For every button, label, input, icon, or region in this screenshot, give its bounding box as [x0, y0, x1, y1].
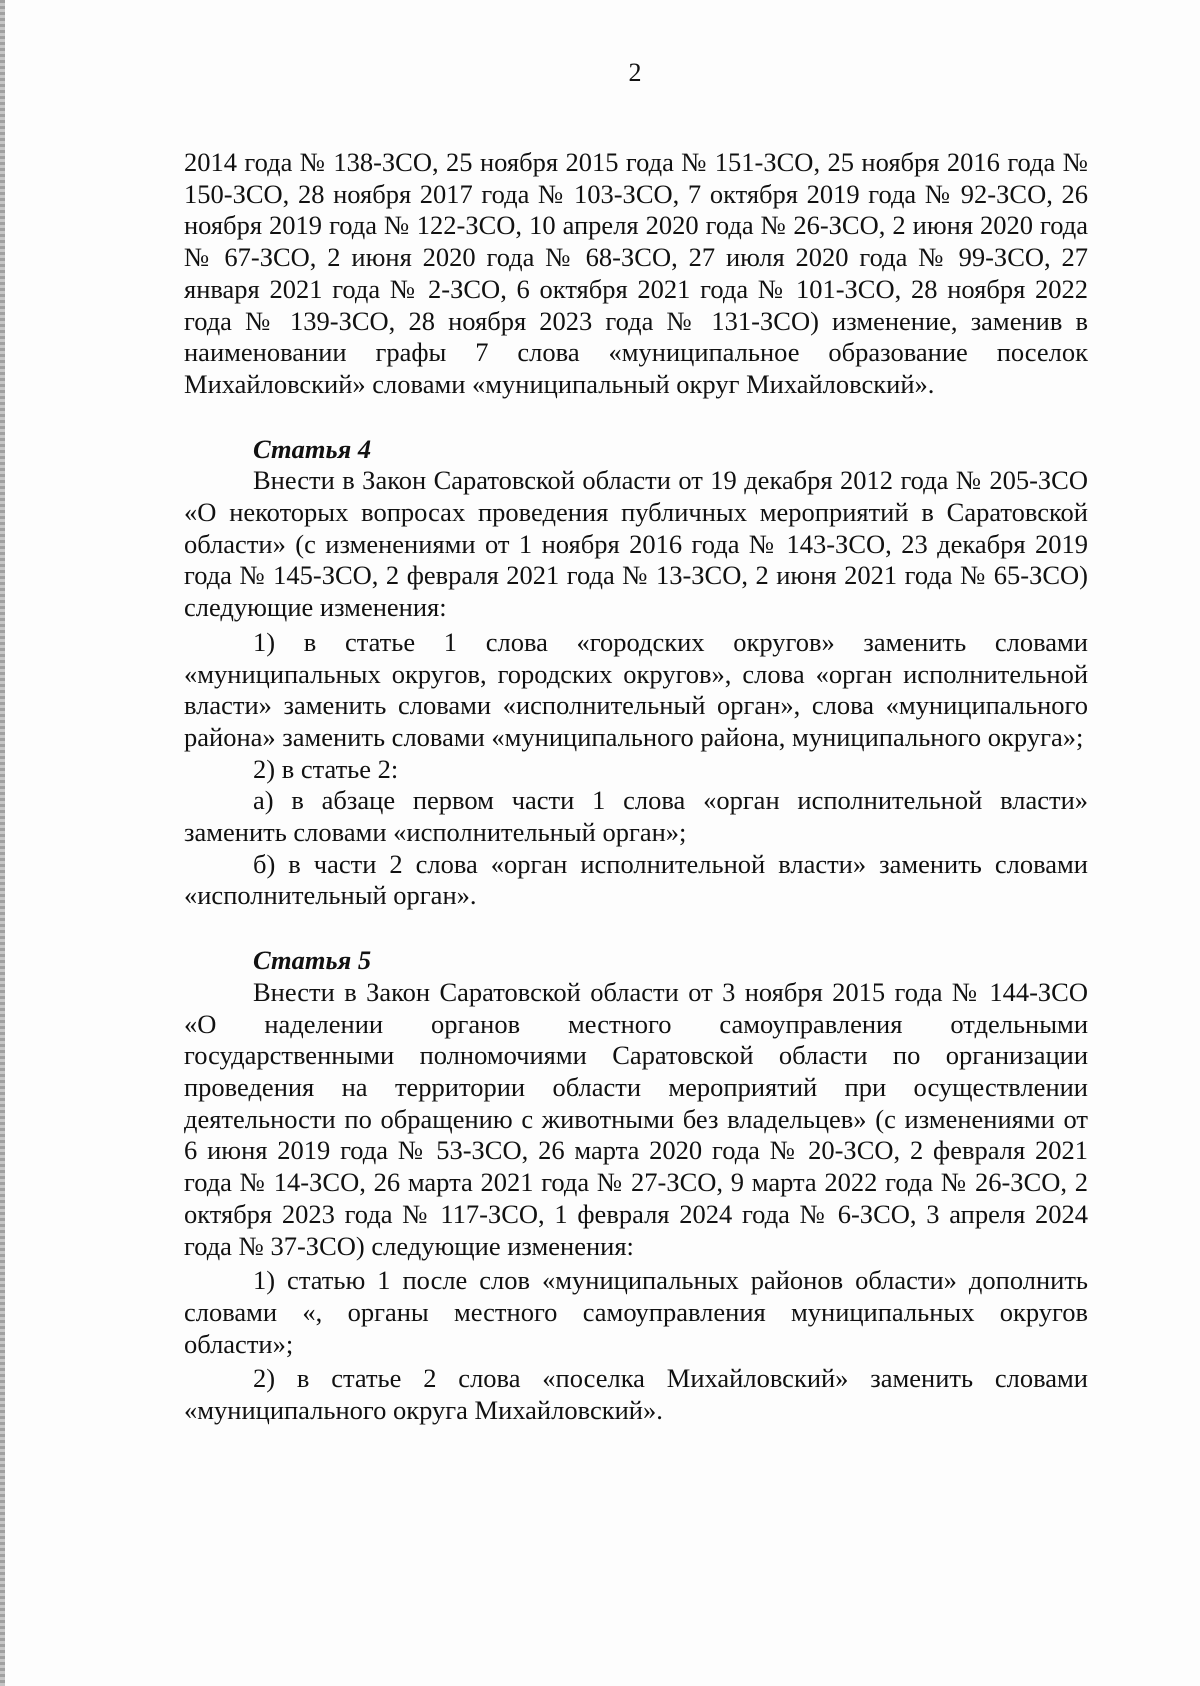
scan-edge	[0, 0, 5, 1686]
article-4-item-2b: б) в части 2 слова «орган исполнительной власти» заменить словами «исполнительный орган».	[184, 848, 1088, 911]
page-number: 2	[628, 58, 642, 87]
article-5-item-2: 2) в статье 2 слова «поселка Михайловский» заменить словами «муниципального округа Михайловский».	[184, 1363, 1088, 1426]
intro-paragraph: 2014 года № 138-ЗСО, 25 ноября 2015 года № 151-ЗСО, 25 ноября 2016 года № 150-ЗСО, 28 ноября 2017 года № 103-ЗСО, 7 октября 2019 года № 92-ЗСО, 26 ноября 2019 года № 122-ЗСО, 10 апреля 2020 года № 26-ЗСО, 2 июня 2020 года № 67-ЗСО, 2 июня 2020 года № 68-ЗСО, 27 июля 2020 года № 99-ЗСО, 27 января 2021 года № 2-ЗСО, 6 октября 2021 года № 101-ЗСО, 28 ноября 2022 года № 139-ЗСО, 28 ноября 2023 года № 131-ЗСО) изменение, заменив в наименовании графы 7 слова «муниципальное образование поселок Михайловский» словами «муниципальный округ Михайловский».	[184, 147, 1088, 399]
article-4-item-1: 1) в статье 1 слова «городских округов» заменить словами «муниципальных округов, городских округов», слова «орган исполнительной власти» заменить словами «исполнительный орган», слова «муниципального района» заменить словами «муниципального района, муниципального округа»;	[184, 626, 1088, 752]
document-body	[184, 147, 1088, 1427]
article-5-intro: Внести в Закон Саратовской области от 3 ноября 2015 года № 144-ЗСО «О наделении органов местного самоуправления отдельными государственными полномочиями Саратовской области по организации проведения на территории области мероприятий при осуществлении деятельности по обращению с животными без владельцев» (с изменениями от 6 июня 2019 года № 53-ЗСО, 26 марта 2020 года № 20-ЗСО, 2 февраля 2021 года № 14-ЗСО, 26 марта 2021 года № 27-ЗСО, 9 марта 2022 года № 26-ЗСО, 2 октября 2023 года № 117-ЗСО, 1 февраля 2024 года № 6-ЗСО, 3 апреля 2024 года № 37-ЗСО) следующие изменения:	[184, 976, 1088, 1261]
article-5-item-1: 1) статью 1 после слов «муниципальных районов области» дополнить словами «, органы местного самоуправления муниципальных округов области»;	[184, 1265, 1088, 1359]
article-4-heading: Статья 4	[253, 433, 372, 464]
article-4-item-2: 2) в статье 2:	[253, 753, 399, 784]
article-4-item-2a: а) в абзаце первом части 1 слова «орган исполнительной власти» заменить словами «исполнительный орган»;	[184, 785, 1088, 848]
article-4-intro: Внести в Закон Саратовской области от 19 декабря 2012 года № 205-ЗСО «О некоторых вопросах проведения публичных мероприятий в Саратовской области» (с изменениями от 1 ноября 2016 года № 143-ЗСО, 23 декабря 2019 года № 145-ЗСО, 2 февраля 2021 года № 13-ЗСО, 2 июня 2021 года № 65-ЗСО) следующие изменения:	[184, 465, 1088, 623]
article-5-heading: Статья 5	[253, 945, 372, 976]
